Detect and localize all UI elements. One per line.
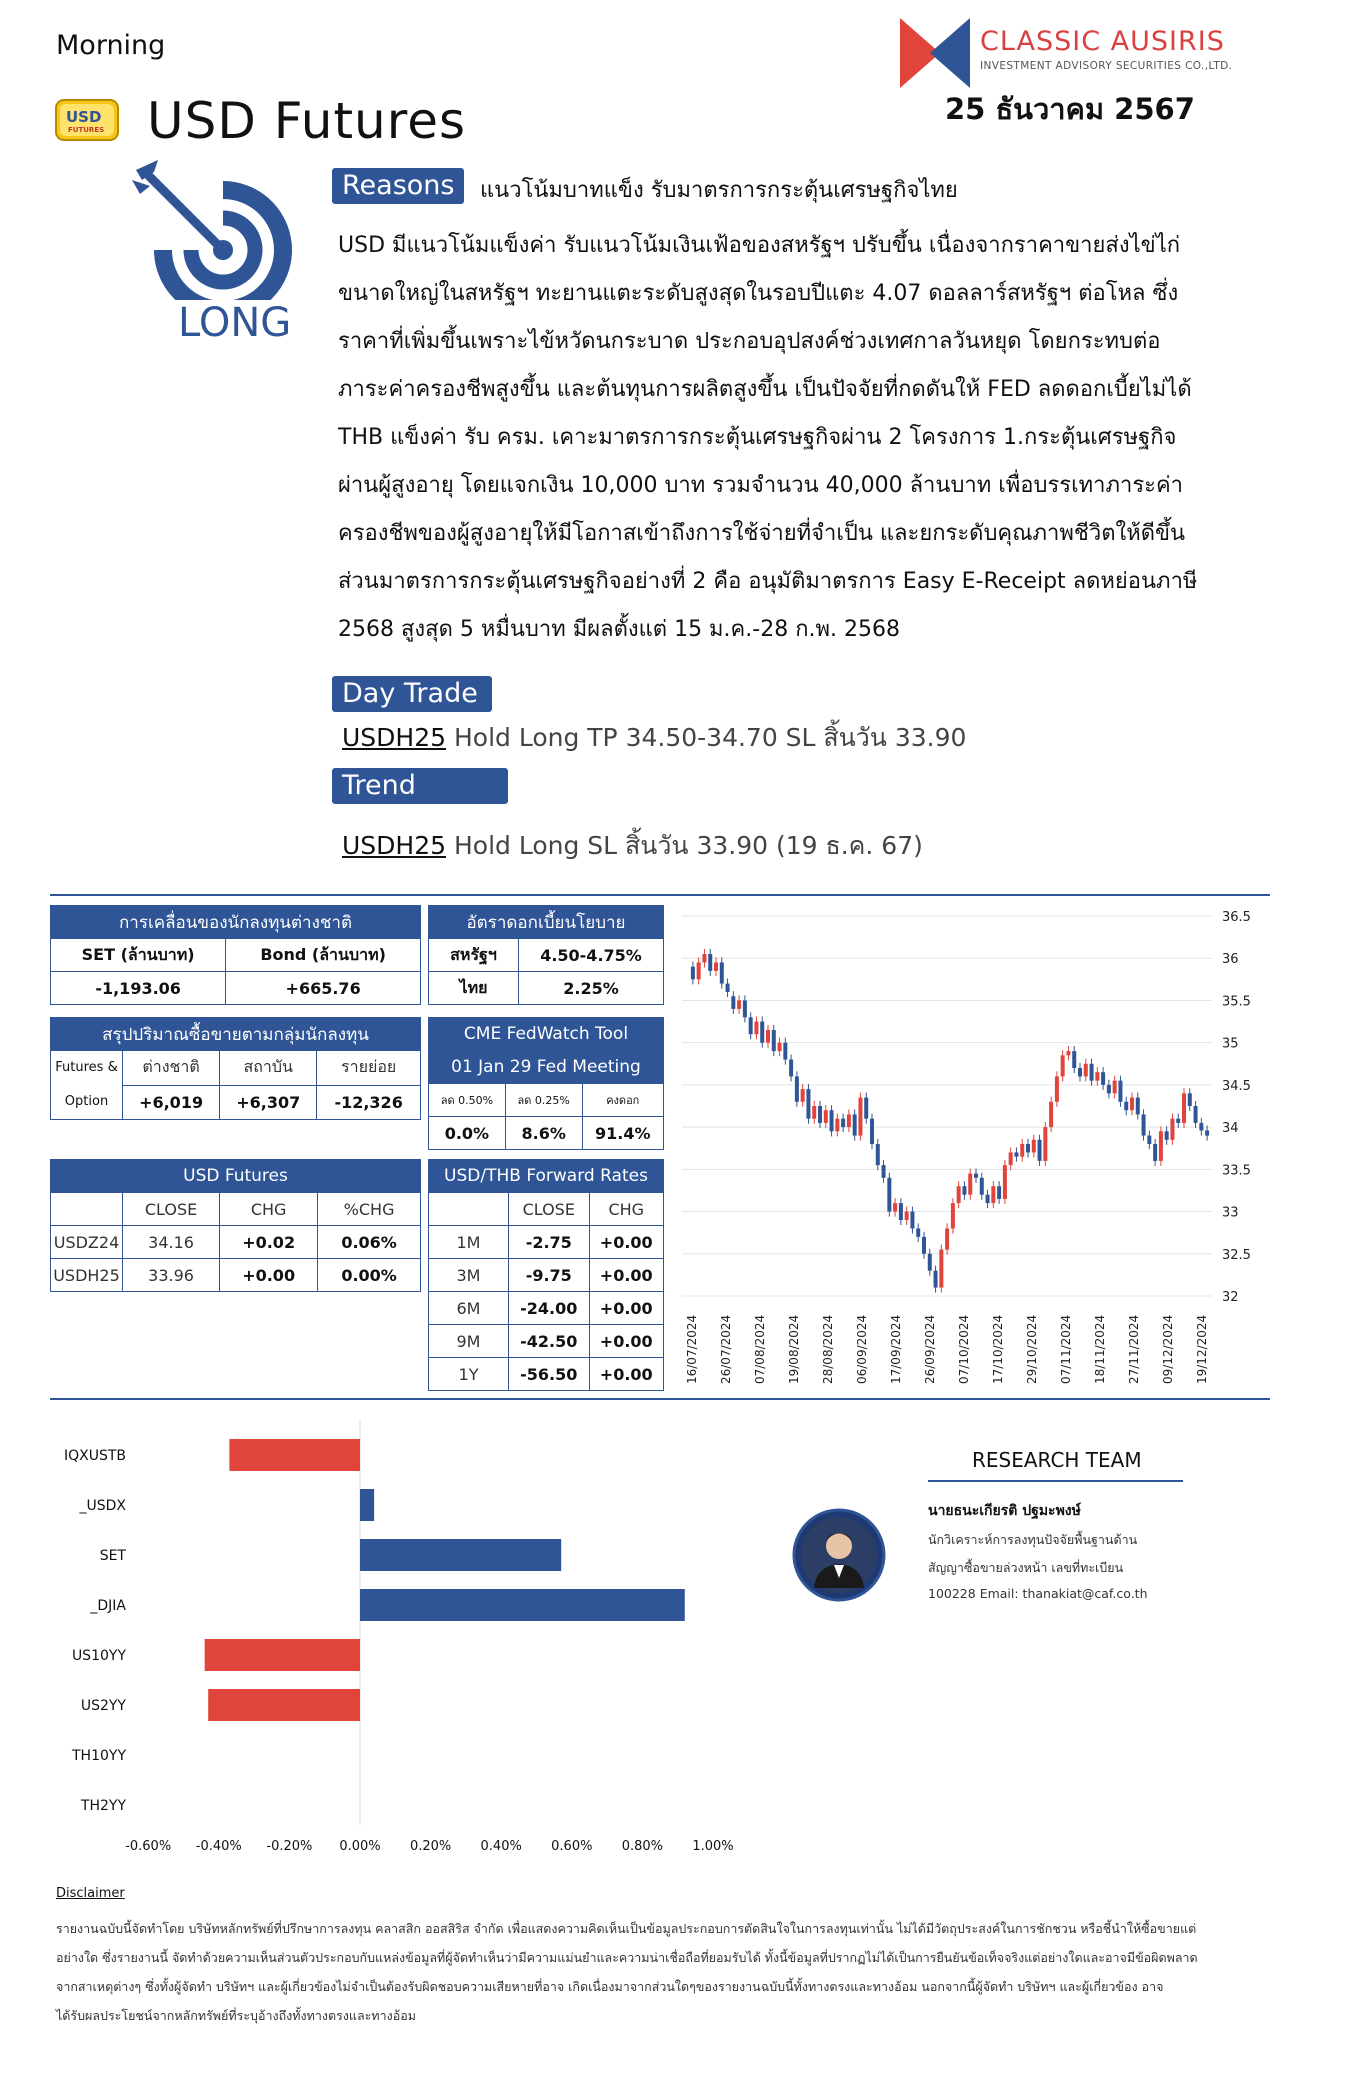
logo-name: CLASSIC AUSIRIS xyxy=(980,26,1225,57)
candle-body xyxy=(1153,1144,1157,1161)
candle-body xyxy=(749,1017,753,1034)
x-tick-label: 09/12/2024 xyxy=(1161,1314,1175,1384)
forward-chg: +0.00 xyxy=(589,1325,664,1358)
candle-body xyxy=(697,962,701,979)
candle-body xyxy=(1003,1165,1007,1199)
candle-body xyxy=(922,1237,926,1254)
candle-body xyxy=(795,1076,799,1101)
x-tick-label: -0.20% xyxy=(266,1839,313,1854)
bar-category-label: TH10YY xyxy=(72,1748,126,1764)
forward-close: -42.50 xyxy=(509,1325,590,1358)
candle-body xyxy=(1176,1119,1180,1123)
investor-summary-table xyxy=(50,1017,421,1120)
investor-header: ต่างชาติ xyxy=(123,1051,220,1086)
candle-body xyxy=(824,1110,828,1123)
futures-pchg: 0.06% xyxy=(318,1226,421,1259)
candle-body xyxy=(760,1022,764,1043)
candle-body xyxy=(928,1254,932,1271)
trend-trade-symbol: USDH25 xyxy=(342,831,447,860)
candle-body xyxy=(830,1110,834,1131)
futures-chg: +0.00 xyxy=(220,1259,318,1292)
table-row xyxy=(429,1259,664,1292)
fedwatch-header: ลด 0.25% xyxy=(505,1084,582,1117)
futures-header xyxy=(51,1193,123,1226)
analyst-avatar xyxy=(792,1508,886,1602)
candle-body xyxy=(789,1060,793,1077)
candle-body xyxy=(1188,1093,1192,1106)
forward-close: -56.50 xyxy=(509,1358,590,1391)
candle-body xyxy=(974,1174,978,1178)
candle-body xyxy=(986,1195,990,1203)
futures-chg: +0.02 xyxy=(220,1226,318,1259)
bar-category-label: TH2YY xyxy=(80,1798,126,1814)
candle-body xyxy=(1205,1130,1209,1135)
forward-header: CHG xyxy=(589,1193,664,1226)
candle-body xyxy=(1118,1081,1122,1102)
trend-trade-text: Hold Long SL สิ้นวัน 33.90 (19 ธ.ค. 67) xyxy=(446,831,923,860)
candle-body xyxy=(1159,1131,1163,1161)
foreign-flow-col: Bond (ล้านบาท) xyxy=(226,939,421,972)
candle-body xyxy=(1147,1136,1151,1144)
reasons-line: ส่วนมาตรการกระตุ้นเศรษฐกิจอย่างที่ 2 คือ อนุมัติมาตรการ Easy E-Receipt ลดหย่อนภาษี xyxy=(338,569,1198,594)
candle-body xyxy=(1038,1140,1042,1161)
candle-body xyxy=(899,1203,903,1220)
forward-close: -2.75 xyxy=(509,1226,590,1259)
candle-body xyxy=(835,1119,839,1132)
analyst-license: สัญญาซื้อขายล่วงหน้า เลขที่ทะเบียน xyxy=(928,1560,1124,1575)
futures-close: 33.96 xyxy=(123,1259,220,1292)
forward-chg: +0.00 xyxy=(589,1259,664,1292)
x-tick-label: -0.60% xyxy=(125,1839,172,1854)
x-tick-label: 18/11/2024 xyxy=(1093,1314,1107,1384)
y-tick-label: 33 xyxy=(1222,1205,1239,1221)
candle-body xyxy=(1020,1144,1024,1157)
candle-body xyxy=(853,1114,857,1135)
reasons-body xyxy=(338,222,1238,654)
section-divider xyxy=(50,894,1270,896)
x-tick-label: 0.20% xyxy=(409,1839,452,1854)
y-tick-label: 34 xyxy=(1222,1121,1239,1137)
candle-body xyxy=(968,1174,972,1195)
x-tick-label: 27/11/2024 xyxy=(1127,1314,1141,1384)
candle-body xyxy=(754,1022,758,1035)
candle-body xyxy=(812,1106,816,1119)
rate-value: 4.50-4.75% xyxy=(519,939,664,972)
reasons-line: USD มีแนวโน้มแข็งค่า รับแนวโน้มเงินเฟ้อของสหรัฐฯ ปรับขึ้น เนื่องจากราคาขายส่งไข่ไก่ xyxy=(338,233,1181,258)
fedwatch-title: CME FedWatch Tool xyxy=(429,1018,664,1051)
candle-body xyxy=(1084,1064,1088,1077)
candle-body xyxy=(916,1228,920,1236)
investor-header: สถาบัน xyxy=(220,1051,317,1086)
bar xyxy=(205,1639,360,1671)
bar xyxy=(229,1439,360,1471)
candle-body xyxy=(1090,1064,1094,1081)
investor-row-label xyxy=(51,1051,123,1120)
candle-body xyxy=(870,1119,874,1144)
investor-row-label-2: Option xyxy=(64,1094,109,1109)
candle-body xyxy=(1095,1072,1099,1080)
candle-body xyxy=(980,1178,984,1195)
forward-rates-table xyxy=(428,1159,664,1391)
candle-body xyxy=(1199,1123,1203,1131)
fedwatch-header: คงดอก xyxy=(582,1084,663,1117)
bar-category-label: US2YY xyxy=(80,1698,126,1714)
reasons-line: ขนาดใหญ่ในสหรัฐฯ ทะยานแตะระดับสูงสุดในรอบปีแตะ 4.07 ดอลลาร์สหรัฐฯ ต่อโหล ซึ่ง xyxy=(338,281,1179,306)
x-tick-label: 0.60% xyxy=(551,1839,593,1854)
x-tick-label: 0.00% xyxy=(339,1839,381,1854)
candle-body xyxy=(945,1228,949,1249)
futures-header: %CHG xyxy=(318,1193,421,1226)
bar xyxy=(360,1589,685,1621)
foreign-flow-value: -1,193.06 xyxy=(51,972,226,1005)
candle-body xyxy=(1026,1144,1030,1152)
candle-body xyxy=(1136,1098,1140,1115)
y-tick-label: 34.5 xyxy=(1222,1078,1251,1094)
candle-body xyxy=(1049,1102,1053,1127)
forward-tenor: 6M xyxy=(429,1292,509,1325)
fedwatch-value: 0.0% xyxy=(429,1117,506,1150)
target-arrow-icon xyxy=(128,150,308,300)
trend-trade-recommendation xyxy=(342,826,923,866)
candle-body xyxy=(714,962,718,970)
disclaimer-line: จากสาเหตุต่างๆ ซึ่งทั้งผู้จัดทำ บริษัทฯ และผู้เกี่ยวข้องไม่จำเป็นต้องรับผิดชอบความเสียหายที่อาจ เกิดเนื่องมาจากส่วนใดๆของรายงานฉบับนี้ทั้งทางตรงและทางอ้อม นอกจากนี้ผู้จัดทำ บริษัทฯ และผู้เกี่ยวข้อง อาจ xyxy=(56,1979,1164,1994)
day-trade-text: Hold Long TP 34.50-34.70 SL สิ้นวัน 33.90 xyxy=(446,723,967,752)
candle-body xyxy=(818,1106,822,1123)
candle-body xyxy=(766,1030,770,1043)
x-tick-label: 0.80% xyxy=(621,1839,664,1854)
table-row xyxy=(51,1226,421,1259)
interest-rate-title: อัตราดอกเบี้ยนโยบาย xyxy=(429,906,664,939)
candle-body xyxy=(997,1186,1001,1199)
x-tick-label: 19/12/2024 xyxy=(1195,1314,1209,1384)
disclaimer-line: รายงานฉบับนี้จัดทำโดย บริษัทหลักทรัพย์ที่ปรึกษาการลงทุน คลาสสิก ออสสิริส จำกัด เพื่อแสดงความคิดเห็นเป็นข้อมูลประกอบการตัดสินใจในการลงทุนเท่านั้น ไม่ได้มีวัตถุประสงค์ในการชักชวน หรือชี้นำให้ซื้อขายแต่ xyxy=(56,1921,1197,1936)
y-tick-label: 36 xyxy=(1222,952,1239,968)
candle-body xyxy=(1107,1085,1111,1093)
candle-body xyxy=(1101,1072,1105,1085)
table-row xyxy=(429,1325,664,1358)
candle-body xyxy=(1014,1152,1018,1156)
futures-header: CLOSE xyxy=(123,1193,220,1226)
page-title: USD Futures xyxy=(147,92,467,150)
candle-body xyxy=(702,954,706,962)
table-row xyxy=(429,1358,664,1391)
futures-close: 34.16 xyxy=(123,1226,220,1259)
candle-body xyxy=(1170,1119,1174,1140)
candle-body xyxy=(778,1043,782,1051)
bar xyxy=(208,1689,360,1721)
investor-value: +6,307 xyxy=(220,1085,317,1120)
reasons-line: 2568 สูงสุด 5 หมื่นบาท มีผลตั้งแต่ 15 ม.ค.-28 ก.พ. 2568 xyxy=(338,617,900,642)
x-tick-label: 1.00% xyxy=(692,1839,734,1854)
candle-body xyxy=(1055,1076,1059,1101)
futures-header: CHG xyxy=(220,1193,318,1226)
x-tick-label: 29/10/2024 xyxy=(1025,1314,1039,1384)
bar xyxy=(360,1539,561,1571)
svg-text:FUTURES: FUTURES xyxy=(68,126,105,134)
foreign-flow-value: +665.76 xyxy=(226,972,421,1005)
bar xyxy=(360,1489,374,1521)
x-tick-label: 07/11/2024 xyxy=(1059,1314,1073,1384)
futures-symbol: USDH25 xyxy=(51,1259,123,1292)
y-tick-label: 32 xyxy=(1222,1290,1239,1305)
candle-body xyxy=(731,996,735,1009)
reasons-line: ครองชีพของผู้สูงอายุให้มีโอกาสเข้าถึงการใช้จ่ายที่จำเป็น และยกระดับคุณภาพชีวิตให้ดีขึ้น xyxy=(338,521,1186,546)
logo-subtitle: INVESTMENT ADVISORY SECURITIES CO.,LTD. xyxy=(980,60,1233,72)
candle-body xyxy=(887,1178,891,1212)
candle-body xyxy=(962,1186,966,1194)
x-tick-label: 26/07/2024 xyxy=(719,1314,733,1384)
report-date: 25 ธันวาคม 2567 xyxy=(945,92,1195,126)
interest-rate-table xyxy=(428,905,664,1005)
candle-body xyxy=(910,1212,914,1229)
forward-chg: +0.00 xyxy=(589,1226,664,1259)
reasons-line: ผ่านผู้สูงอายุ โดยแจกเงิน 10,000 บาท รวมจำนวน 40,000 ล้านบาท เพื่อบรรเทาภาระค่า xyxy=(338,473,1184,498)
x-tick-label: 07/10/2024 xyxy=(957,1314,971,1384)
analyst-contact: 100228 Email: thanakiat@caf.co.th xyxy=(928,1586,1148,1601)
candle-body xyxy=(1182,1093,1186,1123)
bar-category-label: _USDX xyxy=(79,1498,126,1514)
candle-body xyxy=(1194,1106,1198,1123)
candle-body xyxy=(1009,1152,1013,1165)
y-tick-label: 32.5 xyxy=(1222,1247,1251,1263)
analyst-role: นักวิเคราะห์การลงทุนปัจจัยพื้นฐานด้าน xyxy=(928,1532,1138,1547)
candle-body xyxy=(882,1165,886,1178)
candle-body xyxy=(934,1271,938,1288)
bar-category-label: IQXUSTB xyxy=(63,1448,126,1464)
forward-rates-title: USD/THB Forward Rates xyxy=(429,1160,664,1193)
bar-category-label: US10YY xyxy=(71,1648,126,1664)
reasons-tag: Reasons xyxy=(332,168,464,204)
candle-body xyxy=(1043,1127,1047,1161)
day-trade-recommendation xyxy=(342,718,966,758)
table-row xyxy=(429,1292,664,1325)
candle-body xyxy=(841,1119,845,1127)
futures-symbol: USDZ24 xyxy=(51,1226,123,1259)
x-tick-label: 28/08/2024 xyxy=(821,1314,835,1384)
candle-body xyxy=(772,1030,776,1051)
usd-thb-price-chart xyxy=(682,900,1282,1395)
candle-body xyxy=(1130,1098,1134,1111)
candle-body xyxy=(951,1203,955,1228)
candle-body xyxy=(1142,1114,1146,1135)
investor-row-label-1: Futures & xyxy=(55,1060,118,1075)
rate-country: สหรัฐฯ xyxy=(429,939,519,972)
disclaimer-line: อย่างใด ซึ่งรายงานนี้ จัดทำด้วยความเห็นส่วนตัวประกอบกับแหล่งข้อมูลที่ผู้จัดทำเห็นว่ามีความแม่นยำและความน่าเชื่อถือที่ยอมรับได้ ทั้งนี้ข้อมูลที่ปรากฏไม่ได้เป็นการยืนยันข้อเท็จจริงแต่อย่างใดและอาจมีข้อผิดพลาด xyxy=(56,1950,1198,1965)
x-tick-label: -0.40% xyxy=(195,1839,242,1854)
candle-body xyxy=(743,1000,747,1017)
bar-category-label: SET xyxy=(99,1548,126,1564)
research-team-title: RESEARCH TEAM xyxy=(972,1448,1142,1472)
analyst-name: นายธนะเกียรติ ปฐมะพงษ์ xyxy=(928,1503,1081,1519)
x-tick-label: 26/09/2024 xyxy=(923,1314,937,1384)
candle-body xyxy=(708,954,712,971)
futures-pchg: 0.00% xyxy=(318,1259,421,1292)
disclaimer-title: Disclaimer xyxy=(56,1886,125,1901)
forward-header: CLOSE xyxy=(509,1193,590,1226)
fedwatch-value: 91.4% xyxy=(582,1117,663,1150)
candle-body xyxy=(876,1144,880,1165)
candle-body xyxy=(801,1089,805,1102)
foreign-flow-col: SET (ล้านบาท) xyxy=(51,939,226,972)
candle-body xyxy=(991,1186,995,1203)
forward-chg: +0.00 xyxy=(589,1358,664,1391)
foreign-flow-table xyxy=(50,905,421,1005)
table-row xyxy=(429,1226,664,1259)
candle-body xyxy=(691,967,695,980)
candle-body xyxy=(864,1098,868,1119)
investor-value: +6,019 xyxy=(123,1085,220,1120)
x-tick-label: 19/08/2024 xyxy=(787,1314,801,1384)
reasons-line: THB แข็งค่า รับ ครม. เคาะมาตรการกระตุ้นเศรษฐกิจผ่าน 2 โครงการ 1.กระตุ้นเศรษฐกิจ xyxy=(338,425,1177,450)
fedwatch-table xyxy=(428,1017,664,1150)
reasons-line: ภาระค่าครองชีพสูงขึ้น และต้นทุนการผลิตสูงขึ้น เป็นปัจจัยที่กดดันให้ FED ลดดอกเบี้ยไม่ได้ xyxy=(338,377,1192,402)
usd-futures-badge-icon xyxy=(54,96,120,146)
market-change-bar-chart xyxy=(50,1420,750,1870)
y-tick-label: 35.5 xyxy=(1222,994,1251,1010)
investor-header: รายย่อย xyxy=(317,1051,421,1086)
forward-tenor: 1M xyxy=(429,1226,509,1259)
usd-futures-title: USD Futures xyxy=(51,1160,421,1193)
fedwatch-subtitle: 01 Jan 29 Fed Meeting xyxy=(429,1051,664,1084)
disclaimer-line: ได้รับผลประโยชน์จากหลักทรัพย์ที่ระบุอ้างถึงทั้งทางตรงและทางอ้อม xyxy=(56,2008,416,2023)
candle-body xyxy=(893,1203,897,1211)
y-tick-label: 33.5 xyxy=(1222,1163,1251,1179)
forward-tenor: 1Y xyxy=(429,1358,509,1391)
session-label: Morning xyxy=(56,30,166,61)
candle-body xyxy=(939,1250,943,1288)
candle-body xyxy=(783,1043,787,1060)
position-label: LONG xyxy=(178,300,292,346)
x-tick-label: 07/08/2024 xyxy=(753,1314,767,1384)
candle-body xyxy=(905,1212,909,1220)
section-divider xyxy=(50,1398,1270,1400)
forward-close: -9.75 xyxy=(509,1259,590,1292)
foreign-flow-title: การเคลื่อนของนักลงทุนต่างชาติ xyxy=(51,906,421,939)
candle-body xyxy=(957,1186,961,1203)
candle-body xyxy=(1078,1068,1082,1076)
candle-body xyxy=(806,1089,810,1119)
x-tick-label: 06/09/2024 xyxy=(855,1314,869,1384)
forward-close: -24.00 xyxy=(509,1292,590,1325)
forward-chg: +0.00 xyxy=(589,1292,664,1325)
x-tick-label: 17/10/2024 xyxy=(991,1314,1005,1384)
x-tick-label: 0.40% xyxy=(480,1839,522,1854)
usd-futures-table xyxy=(50,1159,421,1292)
trend-trade-tag: Trend Trade xyxy=(332,768,508,804)
svg-text:USD: USD xyxy=(66,108,102,126)
rate-country: ไทย xyxy=(429,972,519,1005)
x-tick-label: 16/07/2024 xyxy=(685,1314,699,1384)
forward-tenor: 3M xyxy=(429,1259,509,1292)
candle-body xyxy=(858,1098,862,1136)
investor-value: -12,326 xyxy=(317,1085,421,1120)
candle-body xyxy=(1066,1051,1070,1055)
bar-category-label: _DJIA xyxy=(90,1598,126,1614)
candle-body xyxy=(1165,1131,1169,1139)
forward-header xyxy=(429,1193,509,1226)
y-tick-label: 36.5 xyxy=(1222,910,1251,925)
rate-value: 2.25% xyxy=(519,972,664,1005)
research-divider xyxy=(928,1480,1183,1482)
disclaimer-body xyxy=(56,1914,1256,2030)
reasons-line: ราคาที่เพิ่มขึ้นเพราะไข้หวัดนกระบาด ประกอบอุปสงค์ช่วงเทศกาลวันหยุด โดยกระทบต่อ xyxy=(338,329,1161,354)
candle-body xyxy=(726,984,730,992)
table-row xyxy=(51,1259,421,1292)
fedwatch-value: 8.6% xyxy=(505,1117,582,1150)
candle-body xyxy=(720,962,724,983)
y-tick-label: 35 xyxy=(1222,1036,1239,1052)
candle-body xyxy=(1124,1102,1128,1110)
candle-body xyxy=(1032,1140,1036,1153)
x-tick-label: 17/09/2024 xyxy=(889,1314,903,1384)
candle-body xyxy=(737,1000,741,1008)
day-trade-tag: Day Trade xyxy=(332,676,492,712)
forward-tenor: 9M xyxy=(429,1325,509,1358)
candle-body xyxy=(1113,1081,1117,1094)
investor-summary-title: สรุปปริมาณซื้อขายตามกลุ่มนักลงทุน xyxy=(51,1018,421,1051)
day-trade-symbol: USDH25 xyxy=(342,723,447,752)
fedwatch-header: ลด 0.50% xyxy=(429,1084,506,1117)
candle-body xyxy=(847,1114,851,1127)
reasons-headline: แนวโน้มบาทแข็ง รับมาตรการกระตุ้นเศรษฐกิจไทย xyxy=(480,178,958,203)
candle-body xyxy=(1072,1051,1076,1068)
candle-body xyxy=(1061,1055,1065,1076)
